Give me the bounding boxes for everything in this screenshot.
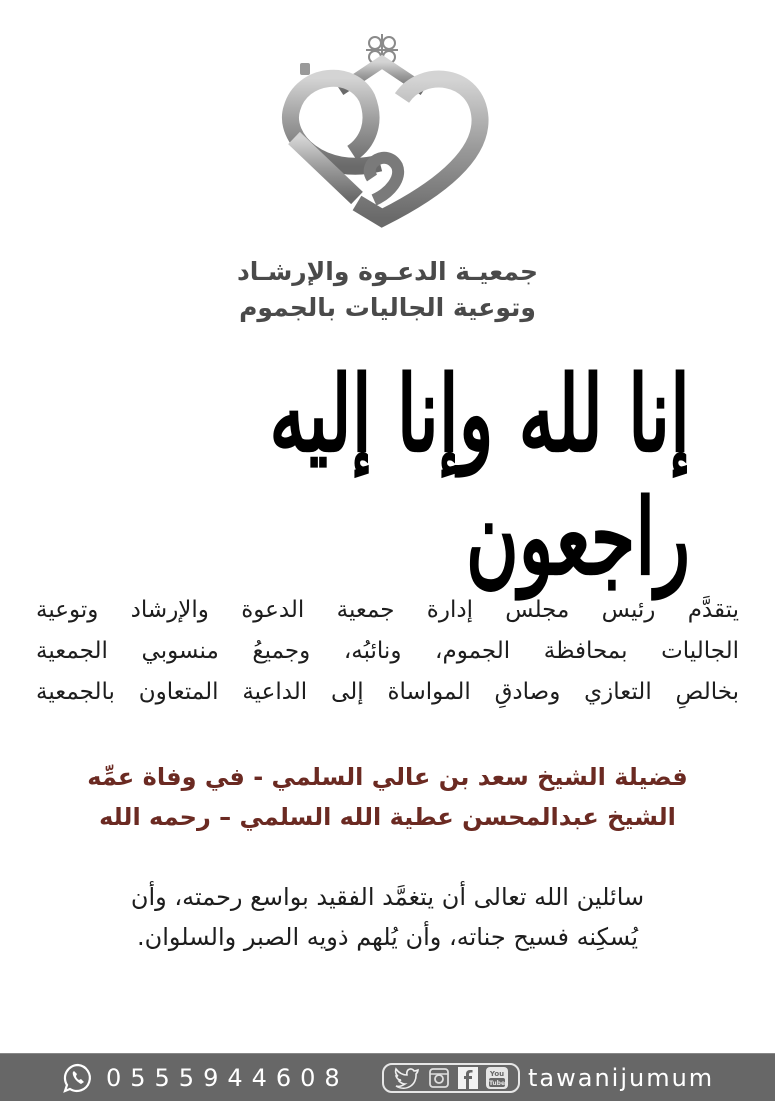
- social-icons-group: [382, 1063, 520, 1093]
- whatsapp-icon: [62, 1062, 94, 1094]
- svg-text:Tube: Tube: [488, 1080, 506, 1087]
- org-name-line-2: وتوعية الجاليات بالجموم: [239, 293, 536, 322]
- social-handle[interactable]: tawanijumum: [528, 1064, 715, 1092]
- instagram-icon[interactable]: [428, 1067, 450, 1089]
- calligraphy-heading: إنا لله وإنا إليه راجعون: [269, 351, 690, 599]
- header: [0, 28, 775, 328]
- intro-line: بخالصِ التعازي وصادقِ المواساة إلى الداعية المتعاون بالجمعية: [36, 679, 739, 705]
- phone-number: 0555944608: [106, 1064, 349, 1092]
- prayer-line-2: يُسكِنه فسيح جناته، وأن يُلهم ذويه الصبر والسلوان.: [136, 923, 639, 951]
- facebook-icon[interactable]: [458, 1067, 478, 1089]
- svg-text:You: You: [489, 1070, 505, 1078]
- twitter-icon[interactable]: [394, 1067, 420, 1089]
- condolence-intro: [36, 590, 739, 713]
- deceased-line-1: فضيلة الشيخ سعد بن عالي السلمي - في وفاة عمِّه: [87, 763, 688, 791]
- youtube-icon[interactable]: [486, 1067, 508, 1089]
- footer-bar: [0, 1053, 775, 1101]
- intro-line: الجاليات بمحافظة الجموم، ونائبُه، وجميعُ منسوبي الجمعية: [36, 638, 739, 664]
- org-name-line-1: جمعيـة الدعـوة والإرشـاد: [236, 257, 539, 286]
- deceased-line-2: الشيخ عبدالمحسن عطية الله السلمي – رحمه الله: [99, 803, 676, 831]
- phone-contact[interactable]: [62, 1060, 349, 1096]
- intro-line: يتقدَّم رئيس مجلس إدارة جمعية الدعوة والإرشاد وتوعية: [36, 597, 739, 623]
- prayer-line-1: سائلين الله تعالى أن يتغمَّد الفقيد بواسع رحمته، وأن: [130, 883, 645, 911]
- heart-key-logo-icon: [262, 28, 502, 233]
